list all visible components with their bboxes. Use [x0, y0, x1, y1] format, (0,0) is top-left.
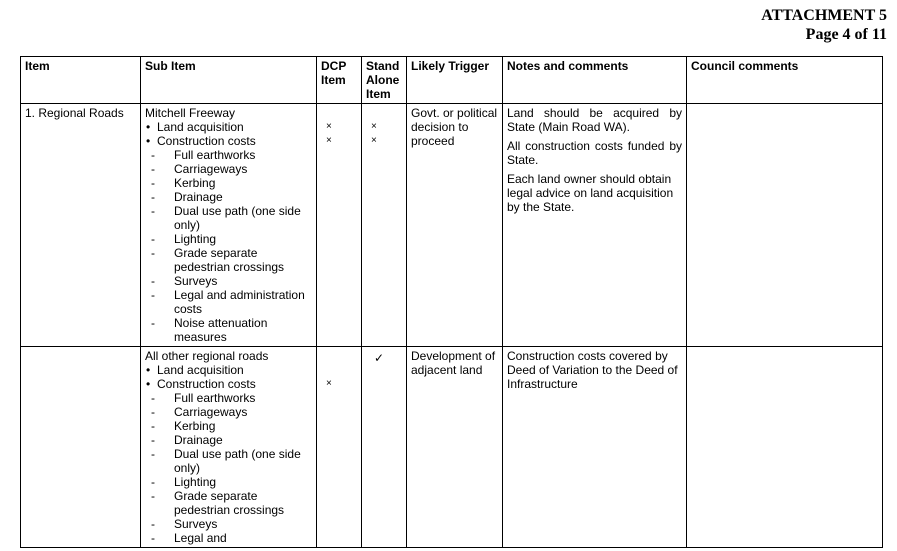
list-item: - Dual use path (one side only) — [145, 447, 312, 475]
likely-trigger-cell: Govt. or political decision to proceed — [407, 104, 503, 347]
col-header-council: Council comments — [687, 57, 883, 104]
list-item: - Noise attenuation measures — [145, 316, 312, 344]
note-text: All construction costs funded by State. — [507, 139, 682, 167]
notes-cell — [503, 104, 687, 347]
col-header-sub-item: Sub Item — [141, 57, 317, 104]
table-row — [21, 104, 883, 347]
standalone-item-cell — [362, 104, 407, 347]
col-header-standalone-item: Stand Alone Item — [362, 57, 407, 104]
dcp-item-cell — [317, 347, 362, 548]
attachment-label: ATTACHMENT 5 — [761, 7, 887, 24]
notes-cell — [503, 347, 687, 548]
council-comments-cell — [687, 104, 883, 347]
list-item: - Surveys — [145, 517, 312, 531]
table-header-row — [21, 57, 883, 104]
list-item: - Dual use path (one side only) — [145, 204, 312, 232]
table-row — [21, 347, 883, 548]
document-header — [761, 6, 887, 44]
dcp-item-cell — [317, 104, 362, 347]
sub-item-title: Mitchell Freeway — [145, 106, 236, 120]
cross-mark: × — [326, 378, 332, 389]
cross-mark: × — [371, 135, 377, 146]
list-item: - Lighting — [145, 232, 312, 246]
col-header-dcp-item: DCP Item — [317, 57, 362, 104]
col-header-likely-trigger: Likely Trigger — [407, 57, 503, 104]
page-number: Page 4 of 11 — [805, 26, 887, 43]
likely-trigger-cell: Development of adjacent land — [407, 347, 503, 548]
council-comments-cell — [687, 347, 883, 548]
check-mark-icon: ✓ — [374, 351, 385, 365]
standalone-item-cell — [362, 347, 407, 548]
note-text: Each land owner should obtain legal advice on land acquisition by the State. — [507, 172, 674, 214]
list-item: - Drainage — [145, 433, 312, 447]
list-item: • Construction costs — [145, 134, 312, 148]
list-item: - Kerbing — [145, 176, 312, 190]
sub-item-cell — [141, 104, 317, 347]
list-item: • Land acquisition — [145, 120, 312, 134]
list-item: - Legal and administration costs — [145, 288, 312, 316]
note-text: Land should be acquired by State (Main Road WA). — [507, 106, 682, 134]
list-item: - Full earthworks — [145, 148, 312, 162]
items-table — [20, 56, 883, 548]
list-item: - Carriageways — [145, 405, 312, 419]
list-item: - Legal and — [145, 531, 312, 545]
list-item: - Carriageways — [145, 162, 312, 176]
list-item: - Surveys — [145, 274, 312, 288]
col-header-notes: Notes and comments — [503, 57, 687, 104]
cross-mark: × — [326, 135, 332, 146]
item-cell — [21, 347, 141, 548]
sub-item-title: All other regional roads — [145, 349, 269, 363]
list-item: - Full earthworks — [145, 391, 312, 405]
cross-mark: × — [371, 121, 377, 132]
item-cell: 1. Regional Roads — [21, 104, 141, 347]
list-item: • Land acquisition — [145, 363, 312, 377]
cross-mark — [321, 363, 357, 377]
list-item: - Drainage — [145, 190, 312, 204]
list-item: • Construction costs — [145, 377, 312, 391]
list-item: - Grade separate pedestrian crossings — [145, 489, 312, 517]
note-text: Construction costs covered by Deed of Variation to the Deed of Infrastructure — [507, 349, 678, 391]
list-item: - Lighting — [145, 475, 312, 489]
list-item: - Grade separate pedestrian crossings — [145, 246, 312, 274]
sub-item-cell — [141, 347, 317, 548]
cross-mark: × — [326, 121, 332, 132]
col-header-item: Item — [21, 57, 141, 104]
list-item: - Kerbing — [145, 419, 312, 433]
